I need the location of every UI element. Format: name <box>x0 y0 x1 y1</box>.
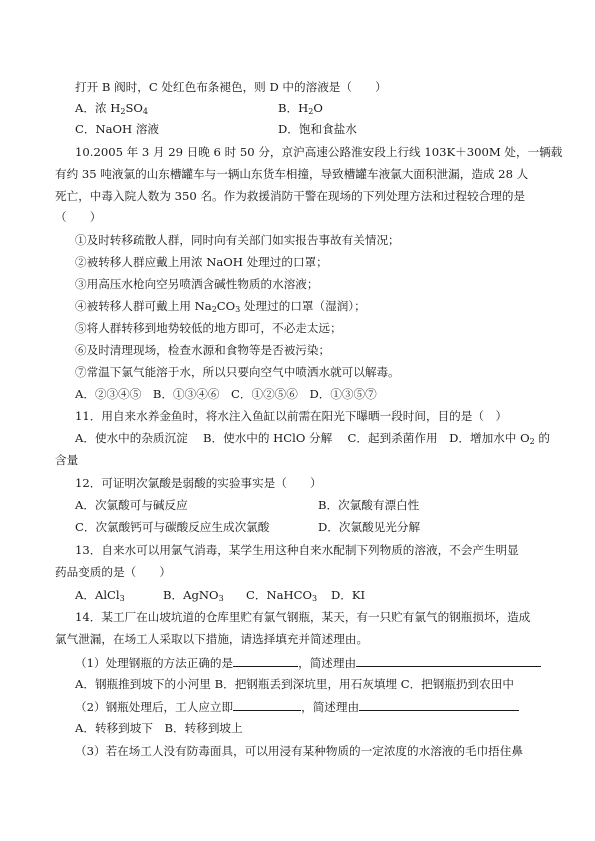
q10-stem-line1: 10.2005 年 3 月 29 日晚 6 时 50 分，京沪高速公路淮安段上行线 103K＋300M 处，一辆载 <box>75 145 563 159</box>
q12-stem: 12．可证明次氯酸是弱酸的实验事实是（ ） <box>75 476 322 490</box>
q14-sub1-answer-blank[interactable] <box>233 655 298 667</box>
q9-option-c: C．NaOH 溶液 <box>75 122 160 136</box>
q9-stem: 打开 B 阀时，C 处红色布条褪色，则 D 中的溶液是（ ） <box>75 80 387 94</box>
q12-option-a: A．次氯酸可与碱反应 <box>75 498 188 512</box>
q10-stem-line4: （ ） <box>55 210 102 224</box>
q14-sub1-reason-blank[interactable] <box>356 655 541 667</box>
q13-option-a: A．AlCl$_3$ <box>75 588 125 603</box>
q10-item-5: ⑤将人群转移到地势较低的地方即可，不必走太远； <box>75 321 342 335</box>
q14-stem-line2: 氯气泄漏，在场工人采取以下措施，请选择填充并简述理由。 <box>55 632 369 646</box>
q10-stem-line3: 死亡，中毒入院人数为 350 名。作为救援消防干警在现场的下列处理方法和过程较合理的是 <box>55 189 526 203</box>
q10-stem-line2: 有约 35 吨液氯的山东槽罐车与一辆山东货车相撞，导致槽罐车液氯大面积泄漏，造成 28 人 <box>55 167 529 181</box>
q11-options: A．使水中的杂质沉淀 B．使水中的 HClO 分解 C．起到杀菌作用 D．增加水中 $O_2$ 的 <box>75 431 550 446</box>
q10-item-2: ②被转移人群应戴上用浓 NaOH 处理过的口罩； <box>75 255 328 269</box>
q14-stem-line1: 14．某工厂在山坡坑道的仓库里贮有氯气钢瓶，某天，有一只贮有氯气的钢瓶损坏，造成 <box>75 610 531 624</box>
q14-sub3: （3）若在场工人没有防毒面具，可以用浸有某种物质的一定浓度的水溶液的毛巾捂住鼻 <box>75 744 523 758</box>
q10-item-7: ⑦常温下氯气能溶于水，所以只要向空气中喷洒水就可以解毒。 <box>75 365 400 379</box>
q14-sub2-reason-blank[interactable] <box>359 699 519 711</box>
q14-sub2-options: A．转移到坡下 B．转移到坡上 <box>75 721 243 735</box>
q10-options: A．②③④⑤ B．①③④⑥ C．①②⑤⑥ D．①③⑤⑦ <box>75 387 377 401</box>
q13-stem-line1: 13．自来水可以用氯气消毒，某学生用这种自来水配制下列物质的溶液，不会产生明显 <box>75 543 519 557</box>
q12-option-d: D．次氯酸见光分解 <box>318 520 421 534</box>
q12-option-b: B．次氯酸有漂白性 <box>318 498 420 512</box>
q12-option-c: C．次氯酸钙可与碳酸反应生成次氯酸 <box>75 520 270 534</box>
q10-item-4: ④被转移人群可戴上用 $Na_2CO_3$ 处理过的口罩（湿润）； <box>75 299 366 314</box>
q14-sub2-answer-blank[interactable] <box>233 699 301 711</box>
q11-stem: 11．用自来水养金鱼时，将水注入鱼缸以前需在阳光下曝晒一段时间，目的是（ ） <box>75 409 508 423</box>
q9-option-d: D．饱和食盐水 <box>278 122 357 136</box>
q13-option-b: B．AgNO$_3$ <box>163 588 224 603</box>
q10-item-3: ③用高压水枪向空另喷洒含碱性物质的水溶液； <box>75 277 319 291</box>
q9-option-b: B．$H_2O$ <box>278 101 323 116</box>
q13-option-c: C．NaHCO$_3$ <box>246 588 318 603</box>
q10-item-6: ⑥及时清理现场，检查水源和食物等是否被污染； <box>75 343 331 357</box>
q14-sub1-options: A．钢瓶推到坡下的小河里 B．把钢瓶丢到深坑里，用石灰填埋 C．把钢瓶扔到农田中 <box>75 677 514 691</box>
q9-option-a: A．浓 $H_2SO_4$ <box>75 101 148 116</box>
q13-stem-line2: 药品变质的是（ ） <box>55 565 171 579</box>
q10-item-1: ①及时转移疏散人群，同时向有关部门如实报告事故有关情况； <box>75 233 400 247</box>
q14-sub1: （1）处理钢瓶的方法正确的是 ，简述理由 <box>75 655 541 670</box>
q13-option-d: D．KI <box>331 588 366 602</box>
q11-options-wrap: 含量 <box>55 453 79 467</box>
q14-sub2: （2）钢瓶处理后，工人应立即 ，简述理由 <box>75 699 519 714</box>
